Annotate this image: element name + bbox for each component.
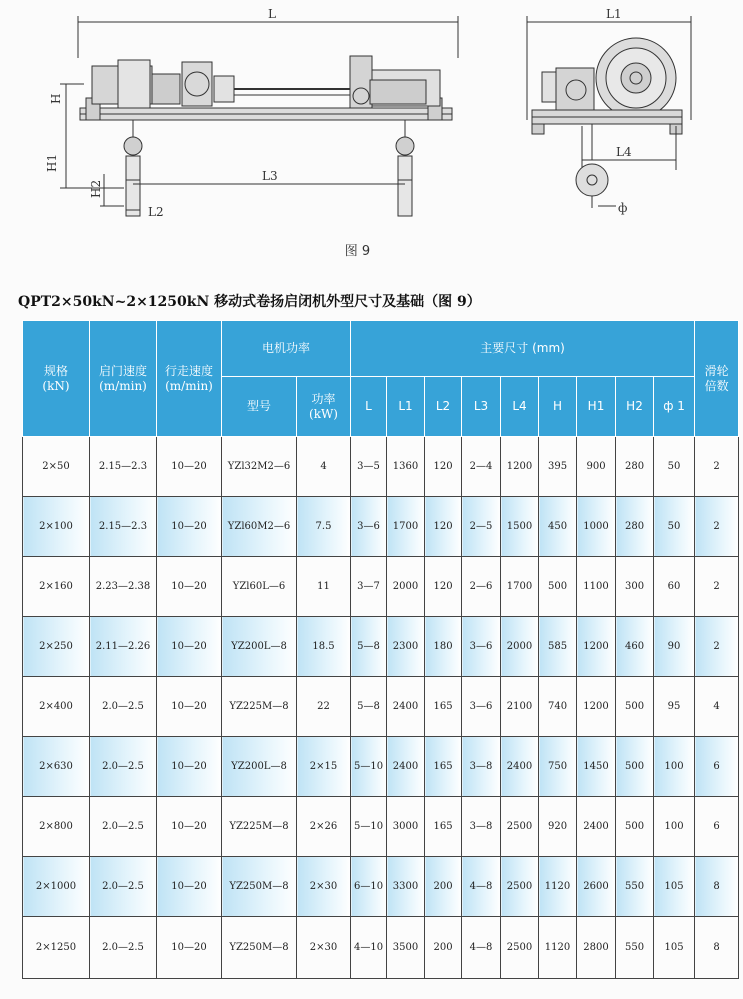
cell-L1: 1360 xyxy=(387,437,425,497)
open-speed-label: 启门速度 xyxy=(98,363,147,378)
cell-open-speed: 2.0—2.5 xyxy=(90,917,157,979)
dim-label-L2: L2 xyxy=(148,205,164,219)
cell-pulley-ratio: 8 xyxy=(695,857,739,917)
cell-pulley-ratio: 2 xyxy=(695,557,739,617)
cell-L4: 1700 xyxy=(501,557,539,617)
cell-pulley-ratio: 8 xyxy=(695,917,739,979)
cell-H: 920 xyxy=(539,797,577,857)
spec-label: 规格 xyxy=(43,363,68,378)
cell-spec: 2×250 xyxy=(23,617,90,677)
cell-H2: 500 xyxy=(616,797,654,857)
cell-travel-speed: 10—20 xyxy=(157,737,222,797)
cell-L1: 2400 xyxy=(387,677,425,737)
side-view-drawing xyxy=(60,16,458,216)
cell-L: 5—10 xyxy=(351,737,387,797)
col-open-speed-header xyxy=(90,321,157,437)
cell-H1: 2600 xyxy=(577,857,616,917)
cell-L2: 120 xyxy=(425,497,462,557)
cell-pulley-ratio: 6 xyxy=(695,737,739,797)
cell-motor-model: YZl60L—6 xyxy=(222,557,297,617)
cell-H1: 1450 xyxy=(577,737,616,797)
cell-H: 395 xyxy=(539,437,577,497)
cell-L1: 2300 xyxy=(387,617,425,677)
cell-H2: 280 xyxy=(616,497,654,557)
cell-L: 5—10 xyxy=(351,797,387,857)
spec-table xyxy=(22,320,739,979)
cell-H: 585 xyxy=(539,617,577,677)
cell-motor-model: YZ250M—8 xyxy=(222,857,297,917)
cell-L: 5—8 xyxy=(351,677,387,737)
cell-open-speed: 2.0—2.5 xyxy=(90,677,157,737)
cell-L2: 165 xyxy=(425,797,462,857)
cell-L: 4—10 xyxy=(351,917,387,979)
table-row xyxy=(23,677,739,737)
cell-motor-model: YZ250M—8 xyxy=(222,917,297,979)
cell-spec: 2×160 xyxy=(23,557,90,617)
cell-H1: 1000 xyxy=(577,497,616,557)
dim-label-H2: H2 xyxy=(89,179,103,198)
main-dims-header: 主要尺寸 (mm) xyxy=(351,321,695,377)
cell-travel-speed: 10—20 xyxy=(157,797,222,857)
cell-motor-power: 2×30 xyxy=(297,857,351,917)
cell-phi1: 100 xyxy=(654,797,695,857)
cell-pulley-ratio: 6 xyxy=(695,797,739,857)
cell-phi1: 105 xyxy=(654,917,695,979)
cell-pulley-ratio: 4 xyxy=(695,677,739,737)
cell-H1: 1200 xyxy=(577,617,616,677)
cell-motor-model: YZl32M2—6 xyxy=(222,437,297,497)
cell-L3: 3—6 xyxy=(462,677,501,737)
col-L1-header: L1 xyxy=(387,377,425,437)
cell-open-speed: 2.0—2.5 xyxy=(90,737,157,797)
cell-motor-power: 4 xyxy=(297,437,351,497)
motor-power-header: 电机功率 xyxy=(222,321,351,377)
cell-spec: 2×1250 xyxy=(23,917,90,979)
cell-L4: 2500 xyxy=(501,797,539,857)
cell-H2: 500 xyxy=(616,737,654,797)
cell-travel-speed: 10—20 xyxy=(157,557,222,617)
col-L2-header: L2 xyxy=(425,377,462,437)
cell-L4: 2500 xyxy=(501,857,539,917)
table-row xyxy=(23,737,739,797)
cell-spec: 2×400 xyxy=(23,677,90,737)
cell-travel-speed: 10—20 xyxy=(157,677,222,737)
cell-L4: 2500 xyxy=(501,917,539,979)
cell-L3: 2—4 xyxy=(462,437,501,497)
spec-table-body xyxy=(23,437,739,979)
cell-spec: 2×800 xyxy=(23,797,90,857)
dim-label-H1: H1 xyxy=(45,153,59,172)
document-title: QPT2×50kN~2×1250kN 移动式卷扬启闭机外型尺寸及基础（图 9） xyxy=(18,294,481,310)
cell-L2: 180 xyxy=(425,617,462,677)
power-label: 功率 xyxy=(311,391,336,406)
cell-L4: 2100 xyxy=(501,677,539,737)
col-H2-header: H2 xyxy=(616,377,654,437)
cell-L1: 2000 xyxy=(387,557,425,617)
cell-phi1: 50 xyxy=(654,437,695,497)
cell-motor-power: 7.5 xyxy=(297,497,351,557)
cell-travel-speed: 10—20 xyxy=(157,497,222,557)
cell-travel-speed: 10—20 xyxy=(157,617,222,677)
cell-L2: 120 xyxy=(425,437,462,497)
cell-L3: 2—5 xyxy=(462,497,501,557)
cell-spec: 2×630 xyxy=(23,737,90,797)
pulley-label: 滑轮 xyxy=(704,363,729,378)
dim-label-phi: ф xyxy=(618,201,628,215)
cell-open-speed: 2.15—2.3 xyxy=(90,497,157,557)
cell-H: 500 xyxy=(539,557,577,617)
cell-spec: 2×1000 xyxy=(23,857,90,917)
cell-L: 3—7 xyxy=(351,557,387,617)
cell-H: 740 xyxy=(539,677,577,737)
cell-H2: 280 xyxy=(616,437,654,497)
col-H1-header: H1 xyxy=(577,377,616,437)
cell-L4: 1500 xyxy=(501,497,539,557)
cell-phi1: 100 xyxy=(654,737,695,797)
cell-motor-model: YZl60M2—6 xyxy=(222,497,297,557)
cell-open-speed: 2.11—2.26 xyxy=(90,617,157,677)
cell-motor-power: 2×26 xyxy=(297,797,351,857)
travel-speed-label: 行走速度 xyxy=(164,363,213,378)
cell-motor-power: 22 xyxy=(297,677,351,737)
cell-L1: 1700 xyxy=(387,497,425,557)
power-unit: (kW) xyxy=(309,406,338,421)
col-power-header xyxy=(297,377,351,437)
cell-L3: 3—6 xyxy=(462,617,501,677)
cell-H: 1120 xyxy=(539,917,577,979)
cell-phi1: 50 xyxy=(654,497,695,557)
cell-L: 6—10 xyxy=(351,857,387,917)
cell-L3: 2—6 xyxy=(462,557,501,617)
cell-travel-speed: 10—20 xyxy=(157,857,222,917)
table-row xyxy=(23,497,739,557)
cell-L4: 2000 xyxy=(501,617,539,677)
open-speed-unit: (m/min) xyxy=(99,378,147,393)
col-travel-speed-header xyxy=(157,321,222,437)
col-L3-header: L3 xyxy=(462,377,501,437)
col-H-header: H xyxy=(539,377,577,437)
cell-L4: 1200 xyxy=(501,437,539,497)
dim-label-L3: L3 xyxy=(262,169,278,183)
cell-motor-model: YZ200L—8 xyxy=(222,617,297,677)
cell-H2: 460 xyxy=(616,617,654,677)
cell-L1: 2400 xyxy=(387,737,425,797)
cell-motor-power: 18.5 xyxy=(297,617,351,677)
cell-L2: 120 xyxy=(425,557,462,617)
cell-H1: 2400 xyxy=(577,797,616,857)
cell-open-speed: 2.0—2.5 xyxy=(90,857,157,917)
cell-pulley-ratio: 2 xyxy=(695,497,739,557)
travel-speed-unit: (m/min) xyxy=(165,378,213,393)
cell-phi1: 95 xyxy=(654,677,695,737)
col-L-header: L xyxy=(351,377,387,437)
table-row xyxy=(23,617,739,677)
cell-motor-power: 11 xyxy=(297,557,351,617)
cell-H: 1120 xyxy=(539,857,577,917)
cell-H2: 300 xyxy=(616,557,654,617)
cell-L3: 4—8 xyxy=(462,857,501,917)
col-pulley-header xyxy=(695,321,739,437)
cell-H2: 550 xyxy=(616,917,654,979)
cell-phi1: 60 xyxy=(654,557,695,617)
cell-pulley-ratio: 2 xyxy=(695,437,739,497)
cell-H2: 500 xyxy=(616,677,654,737)
spec-unit: (kN) xyxy=(42,378,70,393)
cell-phi1: 105 xyxy=(654,857,695,917)
cell-spec: 2×100 xyxy=(23,497,90,557)
cell-L: 3—5 xyxy=(351,437,387,497)
cell-L1: 3500 xyxy=(387,917,425,979)
cell-spec: 2×50 xyxy=(23,437,90,497)
cell-H1: 900 xyxy=(577,437,616,497)
cell-motor-model: YZ200L—8 xyxy=(222,737,297,797)
cell-H: 450 xyxy=(539,497,577,557)
cell-L2: 200 xyxy=(425,917,462,979)
cell-H: 750 xyxy=(539,737,577,797)
cell-H1: 2800 xyxy=(577,917,616,979)
col-phi1-header: ф 1 xyxy=(654,377,695,437)
cell-L3: 4—8 xyxy=(462,917,501,979)
table-row xyxy=(23,437,739,497)
table-row xyxy=(23,917,739,979)
dim-label-L1: L1 xyxy=(606,7,622,21)
cell-L4: 2400 xyxy=(501,737,539,797)
cell-L: 3—6 xyxy=(351,497,387,557)
cell-motor-power: 2×30 xyxy=(297,917,351,979)
cell-H1: 1200 xyxy=(577,677,616,737)
col-L4-header: L4 xyxy=(501,377,539,437)
dim-label-L: L xyxy=(268,7,276,21)
cell-phi1: 90 xyxy=(654,617,695,677)
cell-open-speed: 2.23—2.38 xyxy=(90,557,157,617)
cell-L2: 165 xyxy=(425,677,462,737)
dim-label-L4: L4 xyxy=(616,145,632,159)
cell-pulley-ratio: 2 xyxy=(695,617,739,677)
cell-travel-speed: 10—20 xyxy=(157,437,222,497)
cell-motor-power: 2×15 xyxy=(297,737,351,797)
figure-caption: 图 9 xyxy=(344,244,371,259)
cell-H2: 550 xyxy=(616,857,654,917)
pulley-label-2: 倍数 xyxy=(704,378,729,393)
col-spec-header xyxy=(23,321,90,437)
cell-L: 5—8 xyxy=(351,617,387,677)
cell-motor-model: YZ225M—8 xyxy=(222,677,297,737)
cell-open-speed: 2.15—2.3 xyxy=(90,437,157,497)
end-view-drawing xyxy=(527,16,691,208)
col-model-header: 型号 xyxy=(222,377,297,437)
cell-L2: 200 xyxy=(425,857,462,917)
table-row xyxy=(23,797,739,857)
cell-open-speed: 2.0—2.5 xyxy=(90,797,157,857)
cell-L3: 3—8 xyxy=(462,737,501,797)
dim-label-H: H xyxy=(49,93,63,104)
cell-L1: 3000 xyxy=(387,797,425,857)
cell-H1: 1100 xyxy=(577,557,616,617)
table-row xyxy=(23,557,739,617)
table-row xyxy=(23,857,739,917)
cell-travel-speed: 10—20 xyxy=(157,917,222,979)
figure-9-drawings xyxy=(0,0,743,240)
header-row-1 xyxy=(23,321,739,377)
cell-L2: 165 xyxy=(425,737,462,797)
cell-L3: 3—8 xyxy=(462,797,501,857)
cell-L1: 3300 xyxy=(387,857,425,917)
cell-motor-model: YZ225M—8 xyxy=(222,797,297,857)
